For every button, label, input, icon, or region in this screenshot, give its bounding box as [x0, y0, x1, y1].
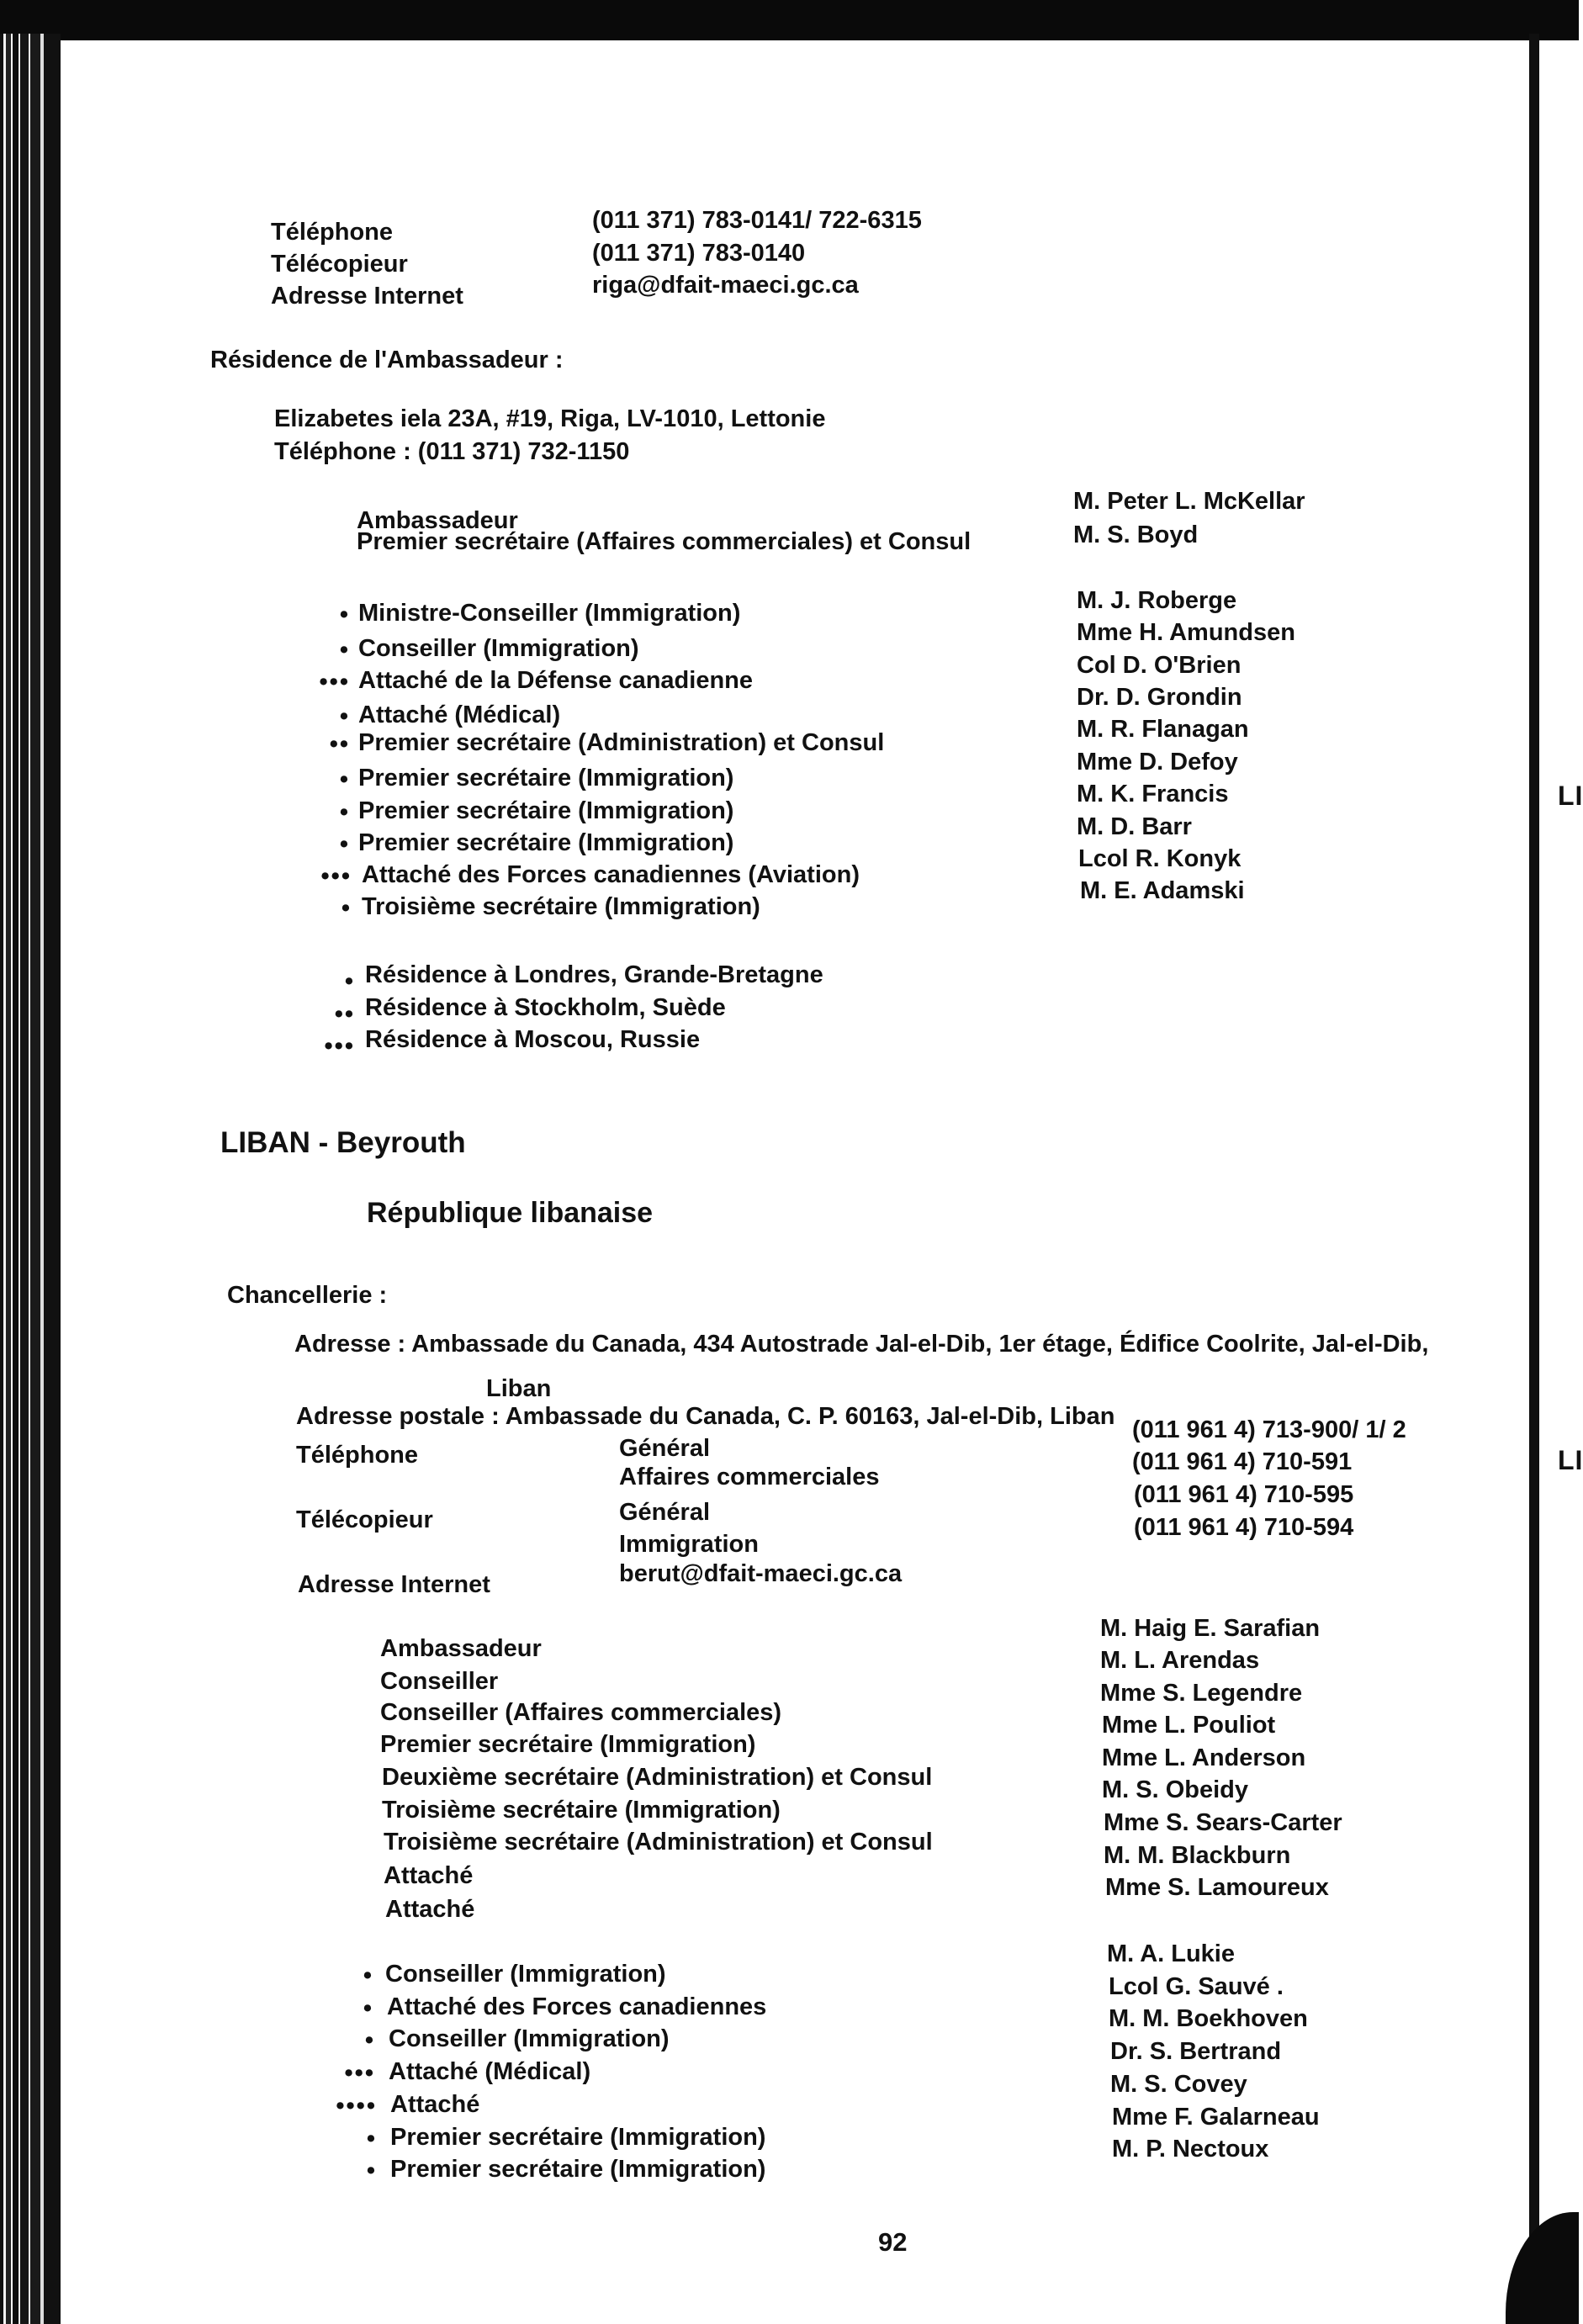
- staff-title: Premier secrétaire (Immigration): [358, 797, 734, 824]
- tel-general-label: Général: [619, 1435, 710, 1462]
- staff-title: Ambassadeur: [357, 507, 518, 534]
- book-binding-edge: [0, 34, 61, 2324]
- staff-title: Conseiller: [380, 1668, 499, 1695]
- staff-title: Conseiller (Affaires commerciales): [380, 1699, 782, 1726]
- address-line: Adresse : Ambassade du Canada, 434 Autostrade Jal-el-Dib, 1er étage, Édifice Coolrite, Jal-el-Dib,: [294, 1331, 1429, 1358]
- legend-text: Résidence à Londres, Grande-Bretagne: [365, 961, 823, 988]
- staff-name: M. Peter L. McKellar: [1073, 488, 1305, 515]
- telephone-value: (011 371) 783-0141/ 722-6315: [592, 207, 922, 234]
- chancellery-label: Chancellerie :: [227, 1282, 388, 1309]
- country-heading: LIBAN - Beyrouth: [220, 1126, 466, 1159]
- address-line: Liban: [486, 1375, 552, 1402]
- staff-name: Dr. D. Grondin: [1077, 684, 1242, 711]
- staff-name: Col D. O'Brien: [1077, 652, 1242, 679]
- bullet-mark: •: [339, 831, 350, 858]
- bullet-mark: •: [339, 601, 350, 628]
- staff-name: M. E. Adamski: [1080, 877, 1245, 904]
- staff-title: Premier secrétaire (Immigration): [390, 2124, 766, 2151]
- internet-label: Adresse Internet: [298, 1571, 490, 1598]
- staff-name: M. M. Boekhoven: [1109, 2005, 1308, 2032]
- staff-title: Troisième secrétaire (Administration) et Consul: [384, 1829, 933, 1855]
- staff-title: Ambassadeur: [380, 1635, 542, 1662]
- staff-title: Premier secrétaire (Immigration): [358, 765, 734, 791]
- staff-title: Attaché: [385, 1896, 475, 1923]
- bullet-mark: •: [339, 799, 350, 826]
- staff-title: Attaché des Forces canadiennes: [387, 1993, 767, 2020]
- staff-title: Troisième secrétaire (Immigration): [382, 1797, 781, 1824]
- scan-top-edge: [0, 0, 1579, 40]
- bullet-mark: •: [366, 2125, 377, 2152]
- staff-title: Attaché (Médical): [389, 2058, 591, 2085]
- staff-title: Conseiller (Immigration): [358, 635, 639, 662]
- tel-commercial-value: (011 961 4) 710-591: [1132, 1448, 1353, 1475]
- staff-title: Premier secrétaire (Affaires commerciales) et Consul: [357, 528, 972, 555]
- staff-title: Attaché: [390, 2091, 480, 2118]
- staff-name: Lcol R. Konyk: [1078, 845, 1242, 872]
- margin-letter: LI: [1558, 1445, 1583, 1475]
- staff-name: M. P. Nectoux: [1112, 2136, 1269, 2163]
- staff-name: Dr. S. Bertrand: [1110, 2038, 1282, 2065]
- margin-letter: LI: [1558, 781, 1583, 811]
- internet-value: berut@dfait-maeci.gc.ca: [619, 1560, 903, 1587]
- staff-name: Mme D. Defoy: [1077, 749, 1238, 776]
- staff-title: Attaché (Médical): [358, 701, 561, 728]
- scan-right-edge: [1529, 34, 1539, 2324]
- residence-heading: Résidence de l'Ambassadeur :: [210, 347, 564, 373]
- legend-text: Résidence à Moscou, Russie: [365, 1026, 701, 1053]
- staff-name: M. Haig E. Sarafian: [1100, 1615, 1321, 1642]
- fax-label: Télécopieur: [271, 251, 408, 278]
- bullet-mark: •: [339, 703, 350, 730]
- staff-name: Mme F. Galarneau: [1112, 2104, 1320, 2131]
- legend-text: Résidence à Stockholm, Suède: [365, 994, 726, 1021]
- staff-name: M. R. Flanagan: [1077, 716, 1249, 743]
- bullet-mark: •••: [319, 669, 350, 696]
- internet-value: riga@dfait-maeci.gc.ca: [592, 272, 859, 299]
- bullet-mark: •: [339, 766, 350, 793]
- staff-name: M. K. Francis: [1077, 781, 1229, 807]
- staff-name: M. J. Roberge: [1077, 587, 1237, 614]
- bullet-mark: •••: [320, 863, 352, 890]
- staff-name: M. L. Arendas: [1100, 1647, 1260, 1674]
- fax-general-value: (011 961 4) 710-595: [1134, 1481, 1354, 1508]
- bullet-mark: •: [364, 2027, 375, 2054]
- telephone-label: Téléphone: [271, 219, 394, 246]
- staff-name: Mme L. Anderson: [1102, 1744, 1306, 1771]
- staff-name: Lcol G. Sauvé .: [1109, 1973, 1284, 2000]
- bullet-mark: ••••: [336, 2093, 377, 2120]
- internet-label: Adresse Internet: [271, 283, 463, 310]
- legend-mark: •••: [324, 1033, 355, 1060]
- staff-name: Mme L. Pouliot: [1102, 1712, 1276, 1739]
- residence-address: Elizabetes iela 23A, #19, Riga, LV-1010, Lettonie: [274, 405, 826, 432]
- bullet-mark: •: [366, 2157, 377, 2184]
- bullet-mark: •: [341, 895, 352, 922]
- fax-label: Télécopieur: [296, 1506, 433, 1533]
- staff-title: Premier secrétaire (Immigration): [380, 1731, 756, 1758]
- bullet-mark: ••: [329, 731, 350, 758]
- legend-mark: •: [344, 968, 355, 995]
- staff-title: Premier secrétaire (Administration) et Consul: [358, 729, 885, 756]
- tel-general-value: (011 961 4) 713-900/ 1/ 2: [1132, 1416, 1406, 1443]
- fax-immigration-label: Immigration: [619, 1531, 759, 1558]
- bullet-mark: •: [363, 1962, 373, 1989]
- residence-telephone: Téléphone : (011 371) 732-1150: [274, 438, 630, 465]
- staff-title: Troisième secrétaire (Immigration): [362, 893, 760, 920]
- telephone-label: Téléphone: [296, 1442, 419, 1469]
- staff-title: Attaché: [384, 1862, 474, 1889]
- staff-name: M. D. Barr: [1077, 813, 1192, 840]
- staff-name: M. S. Obeidy: [1102, 1776, 1249, 1803]
- scan-corner-shadow: [1506, 2212, 1579, 2324]
- staff-title: Premier secrétaire (Immigration): [390, 2156, 766, 2183]
- staff-name: M. M. Blackburn: [1104, 1842, 1291, 1869]
- staff-title: Premier secrétaire (Immigration): [358, 829, 734, 856]
- country-subheading: République libanaise: [367, 1197, 654, 1229]
- staff-name: M. S. Covey: [1110, 2071, 1247, 2098]
- legend-mark: ••: [334, 1001, 355, 1028]
- fax-value: (011 371) 783-0140: [592, 240, 806, 267]
- postal-address: Adresse postale : Ambassade du Canada, C. P. 60163, Jal-el-Dib, Liban: [296, 1403, 1115, 1430]
- staff-name: M. S. Boyd: [1073, 521, 1199, 548]
- bullet-mark: •••: [344, 2060, 375, 2087]
- staff-name: Mme S. Legendre: [1100, 1680, 1303, 1707]
- page-number: 92: [878, 2227, 908, 2257]
- staff-title: Deuxième secrétaire (Administration) et Consul: [382, 1764, 933, 1791]
- staff-name: Mme S. Lamoureux: [1105, 1874, 1329, 1901]
- staff-title: Ministre-Conseiller (Immigration): [358, 600, 741, 627]
- bullet-mark: •: [339, 637, 350, 664]
- staff-title: Conseiller (Immigration): [385, 1961, 666, 1988]
- staff-name: M. A. Lukie: [1107, 1940, 1235, 1967]
- staff-name: Mme H. Amundsen: [1077, 619, 1295, 646]
- staff-title: Attaché de la Défense canadienne: [358, 667, 753, 694]
- staff-title: Conseiller (Immigration): [389, 2025, 670, 2052]
- staff-name: Mme S. Sears-Carter: [1104, 1809, 1342, 1836]
- tel-commercial-label: Affaires commerciales: [619, 1464, 880, 1490]
- fax-general-label: Général: [619, 1499, 710, 1526]
- fax-immigration-value: (011 961 4) 710-594: [1134, 1514, 1354, 1541]
- bullet-mark: •: [363, 1995, 373, 2022]
- staff-title: Attaché des Forces canadiennes (Aviation): [362, 861, 860, 888]
